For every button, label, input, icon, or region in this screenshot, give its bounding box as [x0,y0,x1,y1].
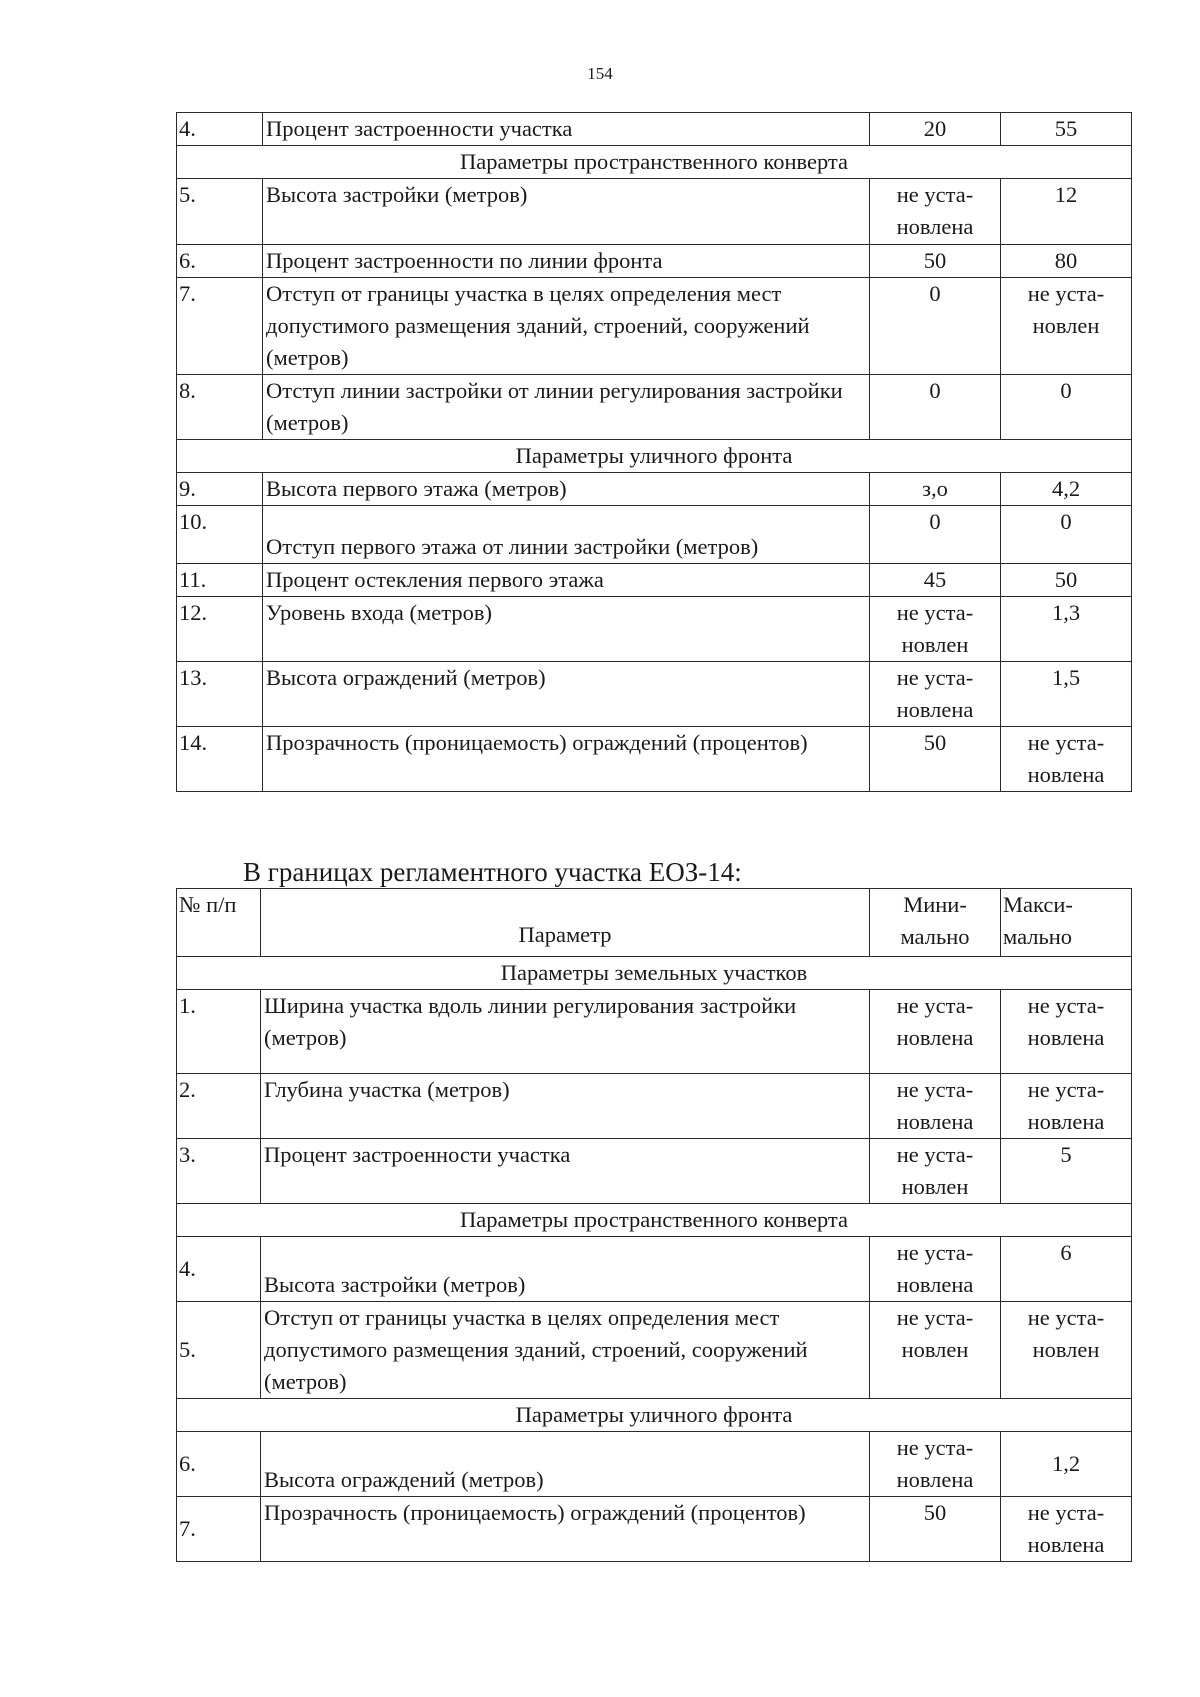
min-value-line: не уста- [896,665,974,690]
min-value [870,990,1001,1074]
row-number: 9. [177,473,263,506]
parameter-name: Ширина участка вдоль линии регулирования застройки (метров) [261,990,870,1074]
min-value-line: новлена [896,214,974,239]
max-value-line: не уста- [1027,993,1105,1018]
parameter-name: Высота первого этажа (метров) [263,473,870,506]
row-number: 3. [177,1139,261,1204]
min-value [870,1432,1001,1497]
section-title: Параметры земельных участков [177,957,1132,990]
min-value-line: з,о [922,476,948,501]
table-row [177,1302,1132,1399]
min-value-line: не уста- [896,182,974,207]
table-row [177,1237,1132,1302]
table-row [177,1432,1132,1497]
max-value-line: новлена [1027,1025,1105,1050]
min-value-line: не уста- [896,1142,974,1167]
section-title: Параметры уличного фронта [177,440,1132,473]
parameter-name: Процент остекления первого этажа [263,564,870,597]
min-value-line: не уста- [896,600,974,625]
min-value-line: 50 [923,1500,947,1525]
section-row [177,146,1132,179]
max-value-line: не уста- [1027,730,1105,755]
min-value-line: не уста- [896,1435,974,1460]
parameter-name: Высота застройки (метров) [263,179,870,245]
max-value [1001,245,1132,278]
min-value-line: новлена [896,1272,974,1297]
parameter-name: Глубина участка (метров) [261,1074,870,1139]
row-number: 6. [177,245,263,278]
section-title: Параметры пространственного конверта [177,1204,1132,1237]
table-row [177,1139,1132,1204]
max-value-line: 50 [1054,567,1078,592]
table-row [177,990,1132,1074]
row-number: 8. [177,375,263,440]
regulations-table-eoz-14 [176,888,1132,1562]
max-value [1001,179,1132,245]
min-value-line: 0 [929,378,941,403]
max-value-line: 12 [1054,182,1078,207]
max-value-line: 1,5 [1051,665,1081,690]
max-value-line: новлена [1027,1109,1105,1134]
parameter-name: Отступ линии застройки от линии регулирования застройки (метров) [263,375,870,440]
max-value [1001,375,1132,440]
min-value [870,473,1001,506]
section-row [177,440,1132,473]
max-value [1001,1237,1132,1302]
min-value [870,506,1001,564]
min-value [870,1302,1001,1399]
table-row [177,113,1132,146]
row-number: 10. [177,506,263,564]
parameter-name: Отступ от границы участка в целях определения мест допустимого размещения зданий, строений, сооружений (метров) [261,1302,870,1399]
max-value-line: новлена [1027,762,1105,787]
min-value-line: 0 [929,509,941,534]
max-value-line: 0 [1060,378,1072,403]
min-value-line: не уста- [896,1077,974,1102]
max-value-line: новлена [1027,1532,1105,1557]
min-value [870,564,1001,597]
max-value [1001,597,1132,662]
max-value [1001,1302,1132,1399]
row-number: 6. [177,1432,261,1497]
parameter-name: Высота ограждений (метров) [263,662,870,727]
max-value-line: 4,2 [1051,476,1081,501]
min-value-line: новлена [896,1109,974,1134]
min-value-line: 50 [923,248,947,273]
section-title: Параметры уличного фронта [177,1399,1132,1432]
max-value [1001,113,1132,146]
table-row [177,278,1132,375]
table-row [177,375,1132,440]
parameter-name: Отступ от границы участка в целях определения мест допустимого размещения зданий, строений, сооружений (метров) [263,278,870,375]
min-value-line: новлена [896,697,974,722]
max-value [1001,278,1132,375]
header-param [261,889,870,957]
max-value [1001,727,1132,792]
row-number: 5. [177,1302,261,1399]
section-row [177,957,1132,990]
max-value [1001,506,1132,564]
max-value-line: 1,2 [1051,1451,1081,1476]
regulations-table-continued [176,112,1132,792]
min-value [870,1237,1001,1302]
min-value-line: 50 [923,730,947,755]
header-min-line-2: мально [900,924,970,949]
min-value [870,597,1001,662]
parameter-name: Процент застроенности участка [263,113,870,146]
header-num: № п/п [177,889,261,957]
parameter-name: Отступ первого этажа от линии застройки (метров) [263,506,870,564]
min-value [870,179,1001,245]
min-value [870,662,1001,727]
header-max-line-1: Макси- [1003,892,1073,917]
table-row [177,597,1132,662]
min-value-line: новлен [901,632,969,657]
max-value-line: новлен [1032,313,1100,338]
max-value [1001,473,1132,506]
section-heading-eoz-14: В границах регламентного участка ЕОЗ-14: [243,857,742,887]
table-row [177,662,1132,727]
row-number: 13. [177,662,263,727]
row-number: 7. [177,1497,261,1562]
header-max [1001,889,1132,957]
row-number: 2. [177,1074,261,1139]
table-row [177,1497,1132,1562]
min-value-line: не уста- [896,1240,974,1265]
section-row [177,1204,1132,1237]
page-number: 154 [587,64,613,83]
min-value-line: 0 [929,281,941,306]
max-value-line: 5 [1060,1142,1072,1167]
min-value-line: новлен [901,1337,969,1362]
min-value-line: новлена [896,1467,974,1492]
header-param-label: Параметр [518,922,612,947]
parameter-name: Процент застроенности участка [261,1139,870,1204]
parameter-name: Прозрачность (проницаемость) ограждений (процентов) [261,1497,870,1562]
table-row [177,506,1132,564]
max-value-line: новлен [1032,1337,1100,1362]
row-number: 12. [177,597,263,662]
min-value-line: 20 [923,116,947,141]
min-value [870,375,1001,440]
row-number: 4. [177,1237,261,1302]
min-value [870,727,1001,792]
table-row [177,245,1132,278]
section-row [177,1399,1132,1432]
max-value-line: не уста- [1027,1305,1105,1330]
min-value [870,278,1001,375]
max-value-line: 80 [1054,248,1078,273]
parameter-name: Высота застройки (метров) [261,1237,870,1302]
table-header-row [177,889,1132,957]
section-title: Параметры пространственного конверта [177,146,1132,179]
max-value-line: не уста- [1027,281,1105,306]
max-value [1001,662,1132,727]
min-value [870,1074,1001,1139]
max-value-line: 1,3 [1051,600,1081,625]
parameter-name: Процент застроенности по линии фронта [263,245,870,278]
max-value [1001,1074,1132,1139]
min-value-line: 45 [923,567,947,592]
parameter-name: Прозрачность (проницаемость) ограждений (процентов) [263,727,870,792]
row-number: 7. [177,278,263,375]
row-number: 1. [177,990,261,1074]
min-value-line: новлена [896,1025,974,1050]
min-value [870,1139,1001,1204]
max-value [1001,1497,1132,1562]
min-value-line: не уста- [896,1305,974,1330]
parameter-name: Уровень входа (метров) [263,597,870,662]
table-row [177,727,1132,792]
min-value-line: новлен [901,1174,969,1199]
row-number: 11. [177,564,263,597]
table-row [177,1074,1132,1139]
max-value-line: 6 [1060,1240,1072,1265]
max-value [1001,564,1132,597]
max-value-line: 55 [1054,116,1078,141]
min-value-line: не уста- [896,993,974,1018]
max-value [1001,1432,1132,1497]
table-row [177,473,1132,506]
header-max-line-2: мально [1003,924,1073,949]
max-value-line: 0 [1060,509,1072,534]
min-value [870,245,1001,278]
table-row [177,564,1132,597]
max-value-line: не уста- [1027,1077,1105,1102]
header-min [870,889,1001,957]
max-value [1001,1139,1132,1204]
row-number: 5. [177,179,263,245]
table-row [177,179,1132,245]
row-number: 14. [177,727,263,792]
row-number: 4. [177,113,263,146]
parameter-name: Высота ограждений (метров) [261,1432,870,1497]
header-min-line-1: Мини- [903,892,967,917]
max-value [1001,990,1132,1074]
max-value-line: не уста- [1027,1500,1105,1525]
min-value [870,1497,1001,1562]
min-value [870,113,1001,146]
